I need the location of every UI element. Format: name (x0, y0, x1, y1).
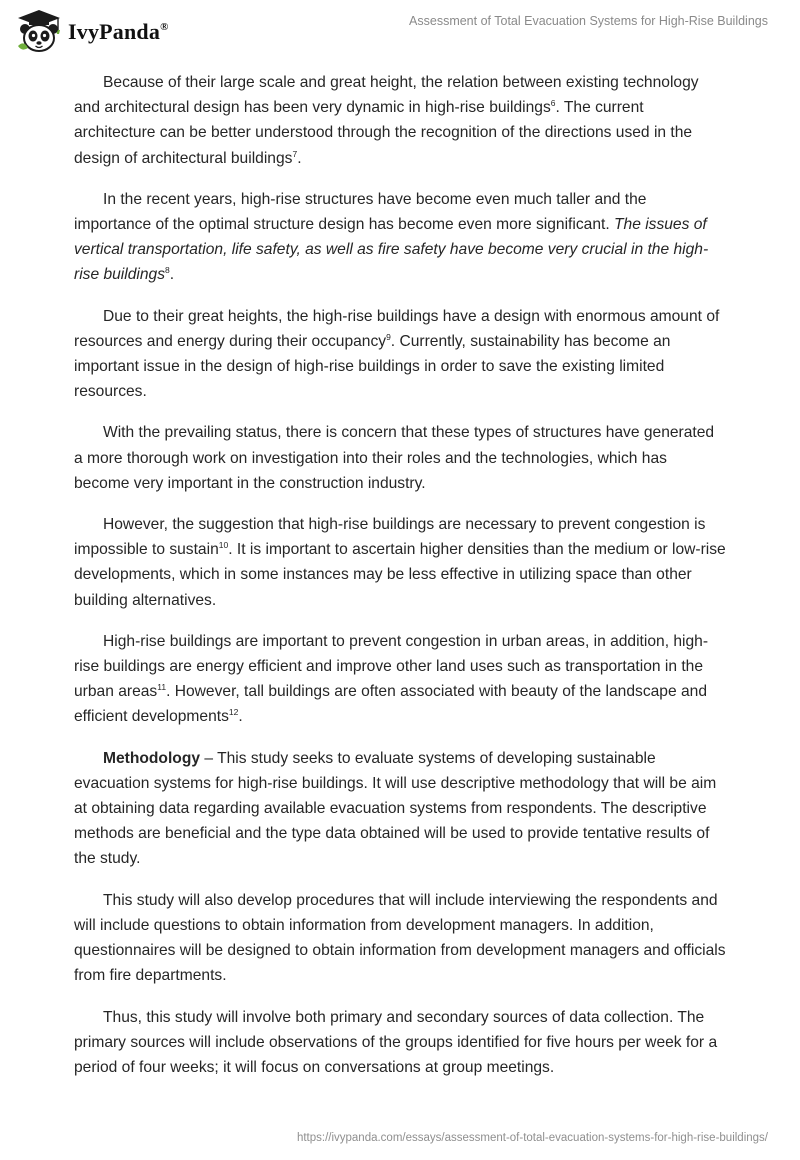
panda-graduate-icon (14, 8, 64, 54)
paragraph-1: Because of their large scale and great height, the relation between existing technology and architectural design has been very dynamic in high-rise buildings$^6$. The current architecture can be better understood through the recognition of the directions used in the design of architectural buildings$^7$. (74, 74, 699, 167)
essay-body (74, 70, 726, 1096)
footnote-ref[interactable]: 12 (228, 707, 239, 718)
paragraph-9: Thus, this study will involve both primary and secondary sources of data collection. The primary sources will include observations of the groups identified for five hours per week for a period of four weeks; it will focus on conversations at group meetings. (74, 1008, 718, 1076)
footnote-ref[interactable]: 10 (218, 540, 229, 551)
brand-logo[interactable] (14, 8, 169, 54)
footnote-ref[interactable]: 6 (550, 98, 556, 109)
footnote-ref[interactable]: 8 (165, 265, 170, 276)
source-url[interactable]: https://ivypanda.com/essays/assessment-of-total-evacuation-systems-for-high-rise-buildings/ (296, 1132, 768, 1144)
paragraph-methodology: Methodology – This study seeks to evaluate systems of developing sustainable evacuation systems for high-rise buildings. It will use descriptive methodology that will be aim at obtaining data regarding available evacuation systems from respondents. The descriptive methods are beneficial and the type data obtained will be used to provide tentative results of the study. (74, 749, 717, 868)
italic-emphasis: The issues of vertical transportation, life safety, as well as fire safety have become very crucial in the high-rise buildings (74, 216, 709, 284)
brand-name: IvyPanda® (68, 19, 169, 44)
paragraph-2: In the recent years, high-rise structures have become even much taller and the importance of the optimal structure design has become even more significant. The issues of vertical transportation, life safety, as well as fire safety have become very crucial in the high-rise buildings$^8$. (74, 190, 709, 284)
paragraph-6: High-rise buildings are important to prevent congestion in urban areas, in addition, high-rise buildings are energy efficient and improve other land uses such as transportation in the urban areas$^{11}$. However, tall buildings are often associated with beauty of the landscape and efficient developments$^{12}$. (74, 632, 709, 726)
paragraph-3: Due to their great heights, the high-rise buildings have a design with enormous amount of resources and energy during their occupancy$^9$. Currently, sustainability has become an important issue in the design of high-rise buildings in order to save the existing limited resources. (74, 307, 720, 401)
footnote-ref[interactable]: 7 (292, 148, 298, 159)
paragraph-4: With the prevailing status, there is concern that these types of structures have generated a more thorough work on investigation into their roles and the technologies, which has become very important in the construction industry. (74, 424, 715, 492)
section-heading-inline: Methodology (103, 749, 201, 767)
paragraph-5: However, the suggestion that high-rise buildings are necessary to prevent congestion is impossible to sustain$^{10}$. It is important to ascertain higher densities than the medium or low-rise developments, which in some instances may be less effective in utilizing space than other building alternatives. (74, 516, 726, 609)
footnote-ref[interactable]: 11 (157, 682, 167, 693)
footnote-ref[interactable]: 9 (386, 331, 391, 342)
document-title: Assessment of Total Evacuation Systems for High-Rise Buildings (409, 14, 768, 28)
paragraph-8: This study will also develop procedures that will include interviewing the respondents and will include questions to obtain information from development managers. In addition, questionnaires will be designed to obtain information from development managers and officials from fire departments. (74, 891, 726, 985)
